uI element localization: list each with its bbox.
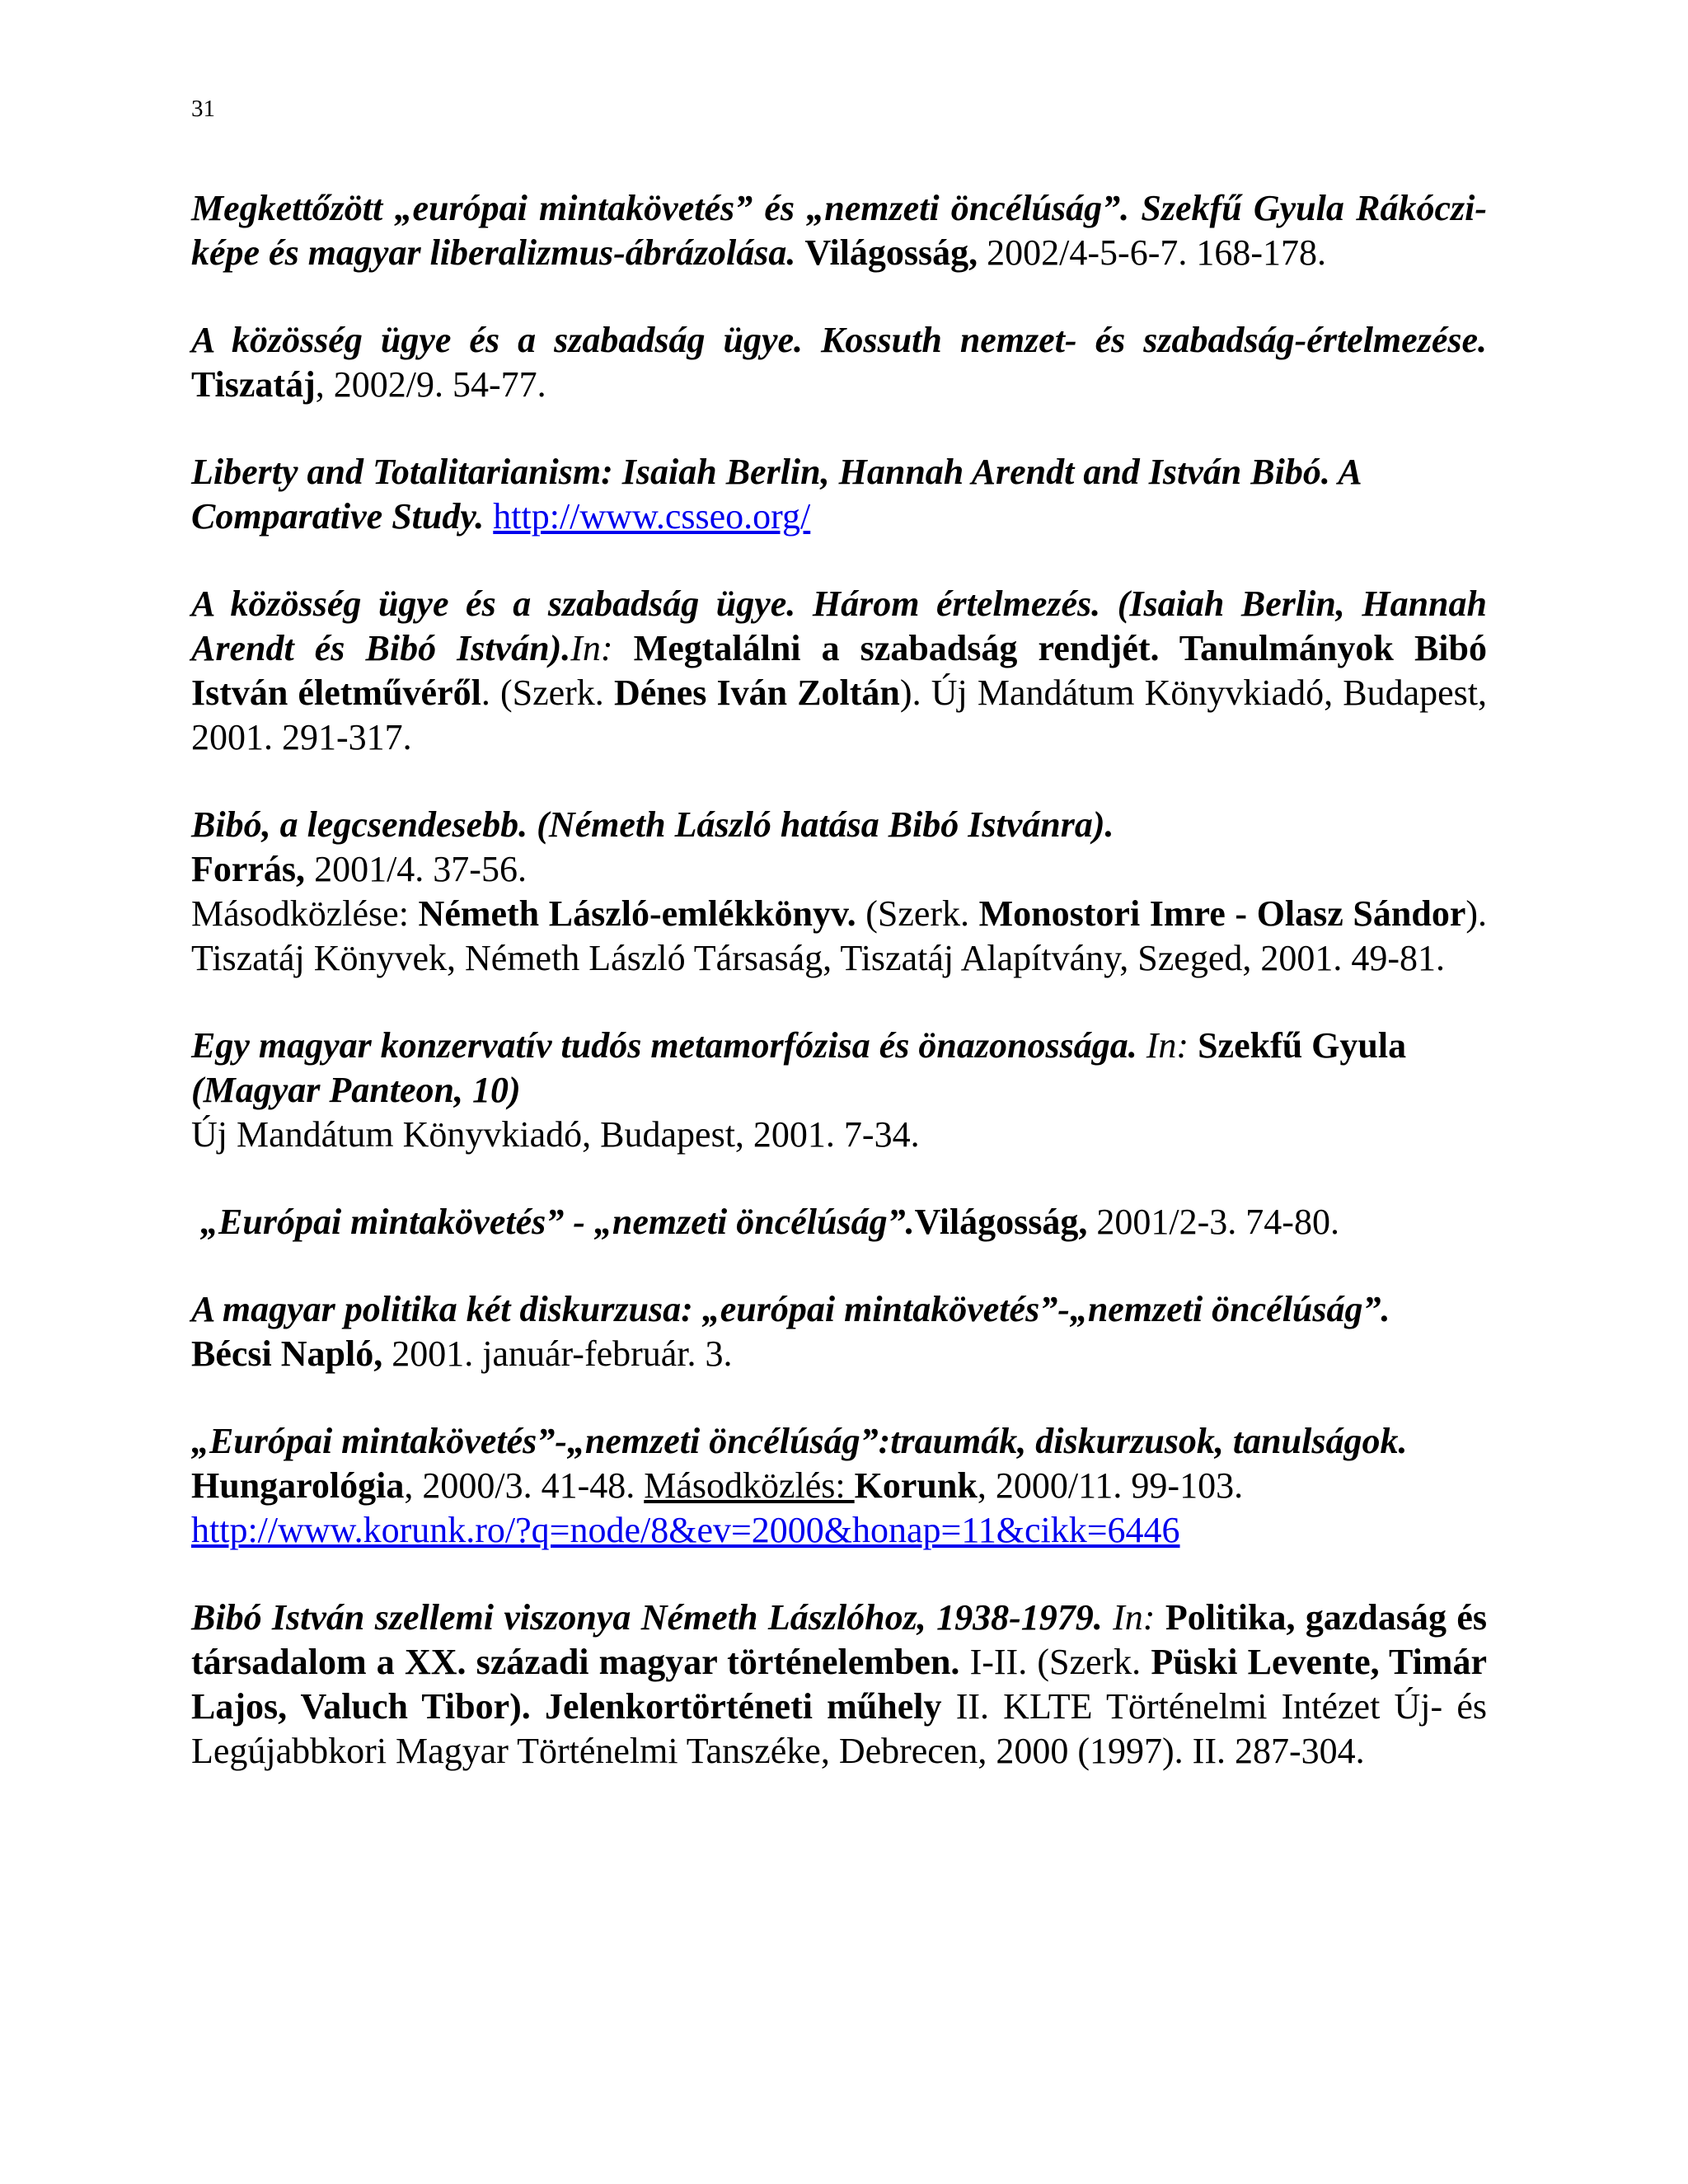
entry-text [191,318,1487,407]
entry-title: A magyar politika két diskurzusa: „európai mintakövetés”-„nemzeti öncélúság”. [191,1289,1390,1329]
entry-text [191,450,1487,539]
entry-title-line [191,803,1487,847]
bibliography-entry [191,582,1487,760]
entry-book: Szekfű Gyula [1189,1025,1407,1066]
entry-title: A közösség ügye és a szabadság ügye. Három értelmezés. (Isaiah Berlin, Hannah Arendt és Bibó István). [191,583,1487,668]
entry-series: (Magyar Panteon, 10) [191,1070,521,1110]
bibliography-entry [191,450,1487,539]
entry-publication-line [191,1464,1487,1508]
entry-second-mid: (Szerk. [856,893,979,934]
entry-title: Bibó István szellemi viszonya Németh Lászlóhoz, 1938-1979. [191,1597,1103,1638]
entry-journal: Forrás, [191,849,306,889]
entry-in-label: In: [1137,1025,1189,1066]
entry-journal-line [191,847,1487,892]
entry-in-label: In: [1102,1597,1156,1638]
entry-editor: Dénes Iván Zoltán [613,673,900,713]
entry-title: A közösség ügye és a szabadság ügye. Kossuth nemzet- és szabadság-értelmezése. [191,320,1487,360]
entry-details: ). Új Mandátum Könyvkiadó, Budapest, 2001. 291-317. [191,673,1487,757]
entry-details: II. KLTE Történelmi Intézet Új- és Legújabbkori Magyar Történelmi Tanszéke, Debrecen, 2000 (1997). II. 287-304. [191,1686,1487,1771]
entry-journal-line [191,1332,1487,1376]
entry-mid: I-II. (Szerk. [959,1642,1151,1682]
bibliography-list [191,186,1487,1816]
entry-title: Liberty and Totalitarianism: Isaiah Berlin, Hannah Arendt and István Bibó. A Comparative Study. [191,452,1361,537]
bibliography-entry [191,803,1487,981]
entry-title: „Európai mintakövetés” - „nemzeti öncélúság”. [191,1202,915,1242]
entry-details: 2001. január-február. 3. [382,1333,733,1374]
entry-details: , 2000/3. 41-48. [404,1465,645,1506]
entry-mid: . (Szerk. [481,673,614,713]
entry-details: 2001/2-3. 74-80. [1087,1202,1339,1242]
page-number: 31 [191,96,215,122]
entry-journal: Bécsi Napló, [191,1333,383,1374]
entry-text [191,1596,1487,1774]
entry-series-line [191,1068,1487,1113]
entry-title-line [191,1024,1487,1068]
bibliography-entry [191,1419,1487,1553]
entry-title: Megkettőzött „európai mintakövetés” és „nemzeti öncélúság”. Szekfű Gyula Rákóczi-képe és magyar liberalizmus-ábrázolása. [191,188,1487,273]
entry-second-details: , 2000/11. 99-103. [977,1465,1244,1506]
entry-second-details: ). Tiszatáj Könyvek, Németh László Társaság, Tiszatáj Alapítvány, Szeged, 2001. 49-81. [191,893,1488,978]
entry-details: 2001/4. 37-56. [305,849,527,889]
entry-second-book: Németh László-emlékkönyv. [418,893,856,934]
entry-second-publication [191,892,1487,981]
entry-journal: Világosság, [914,1202,1088,1242]
entry-journal: Hungarológia [191,1465,405,1506]
entry-second-label: Másodközlése: [191,893,419,934]
entry-in-label: In: [570,628,613,668]
bibliography-entry [191,1596,1487,1774]
entry-text [191,582,1487,760]
entry-title-line [191,1419,1487,1464]
entry-link-line [191,1508,1487,1553]
entry-details: 2002/4-5-6-7. 168-178. [978,232,1327,273]
entry-title: Bibó, a legcsendesebb. (Németh László hatása Bibó Istvánra). [191,804,1114,845]
entry-title-line [191,1287,1487,1332]
entry-text [191,1200,1487,1244]
bibliography-entry [191,1287,1487,1376]
entry-second-journal: Korunk [854,1465,978,1506]
entry-journal: Tiszatáj [191,364,316,405]
entry-title: „Európai mintakövetés”-„nemzeti öncélúság”:traumák, diskurzusok, tanulságok. [191,1421,1408,1461]
entry-title: Egy magyar konzervatív tudós metamorfózisa és önazonossága. [191,1025,1137,1066]
entry-book: Politika, gazdaság és társadalom a XX. századi magyar történelemben. [191,1597,1487,1682]
entry-book: Megtalálni a szabadság rendjét. Tanulmányok Bibó István életművéről [191,628,1487,713]
bibliography-entry [191,318,1487,407]
bibliography-entry [191,1024,1487,1157]
entry-link[interactable]: http://www.csseo.org/ [493,496,811,537]
entry-second-editor: Monostori Imre - Olasz Sándor [978,893,1466,934]
entry-text [191,186,1487,275]
entry-details: Új Mandátum Könyvkiadó, Budapest, 2001. 7-34. [191,1114,920,1155]
entry-details-line [191,1113,1487,1157]
entry-journal: Világosság, [804,232,978,273]
entry-link[interactable]: http://www.korunk.ro/?q=node/8&ev=2000&honap=11&cikk=6446 [191,1510,1180,1550]
bibliography-entry [191,186,1487,275]
entry-editor: Püski Levente, Timár Lajos, Valuch Tibor). Jelenkortörténeti műhely [191,1642,1487,1727]
entry-details: , 2002/9. 54-77. [315,364,546,405]
bibliography-entry [191,1200,1487,1244]
entry-second-label: Másodközlés: [644,1465,855,1506]
